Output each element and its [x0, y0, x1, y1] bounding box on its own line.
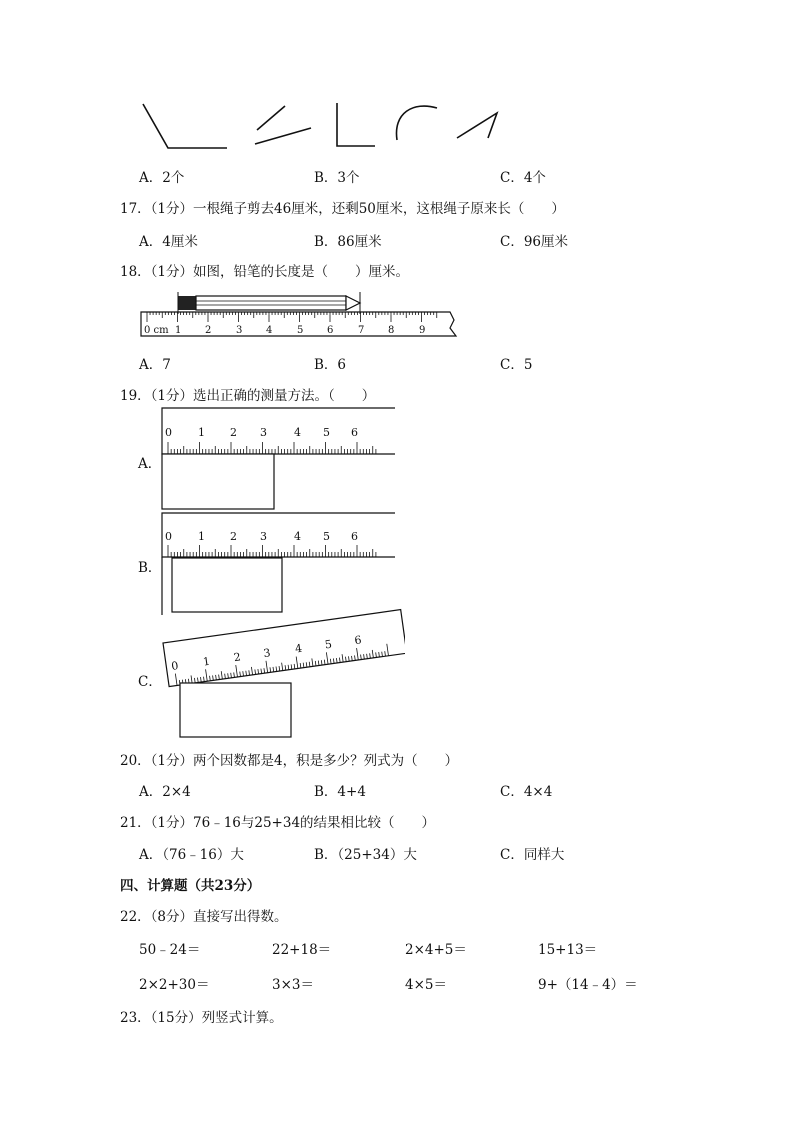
- ruler-b-label-1: 1: [198, 530, 205, 543]
- ruler-c-label-5: 5: [323, 637, 333, 652]
- shape-right-angle: [337, 103, 375, 146]
- ruler-b-label-4: 4: [294, 530, 301, 543]
- q22-item-5: 2×2+30＝: [139, 977, 210, 993]
- ruler-label-1: 1: [175, 325, 182, 336]
- ruler-b-label-0: 0: [165, 530, 172, 543]
- q19-stem: 19．（1分）选出正确的测量方法。（ ）: [120, 388, 376, 404]
- shape-open-lines-1: [257, 106, 285, 130]
- q17-option-a[interactable]: A．4厘米: [139, 234, 198, 250]
- q18-stem: 18．（1分）如图，铅笔的长度是（ ）厘米。: [120, 264, 410, 280]
- q19-measurement-figure: [130, 405, 405, 745]
- ruler-c-label-1: 1: [202, 654, 211, 669]
- ruler-label-9: 9: [419, 325, 426, 336]
- ruler-c-label-4: 4: [294, 641, 303, 656]
- ruler-b-label-3: 3: [260, 530, 267, 543]
- q21-option-b[interactable]: B．（25+34）大: [314, 847, 417, 863]
- ruler-c-label-6: 6: [353, 633, 363, 648]
- q18-option-b[interactable]: B．6: [314, 357, 347, 373]
- pencil: [178, 296, 360, 310]
- q22-item-6: 3×3＝: [272, 977, 314, 993]
- q22-item-2: 22+18＝: [272, 942, 332, 958]
- q17-stem: 17．（1分）一根绳子剪去46厘米，还剩50厘米，这根绳子原来长（ ）: [120, 201, 565, 217]
- ruler-label-4: 4: [266, 325, 273, 336]
- shape-open-lines-2: [255, 128, 311, 144]
- ruler-a-label-3: 3: [260, 426, 267, 439]
- ruler-c-label-3: 3: [262, 646, 272, 661]
- q22-item-7: 4×5＝: [405, 977, 447, 993]
- ruler-b-label-5: 5: [323, 530, 330, 543]
- ruler-label-5: 5: [297, 325, 304, 336]
- q20-stem: 20．（1分）两个因数都是4，积是多少？列式为（ ）: [120, 753, 459, 769]
- ruler-a-label-4: 4: [294, 426, 301, 439]
- q22-item-8: 9+（14﹣4）＝: [538, 977, 638, 993]
- shape-angle-1: [143, 104, 227, 148]
- q19-option-b[interactable]: B．: [138, 560, 162, 576]
- q20-option-c[interactable]: C．4×4: [500, 784, 553, 800]
- ruler-label-2: 2: [205, 325, 212, 336]
- q22-item-4: 15+13＝: [538, 942, 598, 958]
- q16-shapes-figure: [135, 98, 510, 153]
- ruler-b-label-6: 6: [351, 530, 358, 543]
- q19-figure-b: [162, 513, 395, 615]
- q16-option-b[interactable]: B．3个: [314, 170, 360, 186]
- q19-figure-a: [162, 408, 395, 509]
- q18-pencil-ruler-figure: [138, 290, 463, 342]
- q21-option-a[interactable]: A．（76﹣16）大: [139, 847, 244, 863]
- q22-stem: 22．（8分）直接写出得数。: [120, 909, 288, 925]
- q17-option-c[interactable]: C．96厘米: [500, 234, 569, 250]
- ruler-label-6: 6: [327, 325, 334, 336]
- ruler-label-7: 7: [358, 325, 365, 336]
- q18-option-a[interactable]: A．7: [139, 357, 171, 373]
- q22-item-1: 50﹣24＝: [139, 942, 201, 958]
- q19-option-c[interactable]: C．: [138, 674, 162, 690]
- q16-option-a[interactable]: A．2个: [139, 170, 185, 186]
- shape-curve: [396, 106, 437, 140]
- q21-stem: 21．（1分）76﹣16与25+34的结果相比较（ ）: [120, 815, 436, 831]
- ruler-label-8: 8: [388, 325, 395, 336]
- q19-rect-b: [172, 558, 282, 612]
- ruler-b-label-2: 2: [230, 530, 237, 543]
- ruler-label-3: 3: [236, 325, 243, 336]
- ruler-a-label-1: 1: [198, 426, 205, 439]
- ruler-label-0: 0 cm: [144, 325, 169, 336]
- q19-rect-c: [180, 683, 291, 737]
- q17-option-b[interactable]: B．86厘米: [314, 234, 382, 250]
- q19-option-a[interactable]: A．: [138, 456, 162, 472]
- q20-option-a[interactable]: A．2×4: [139, 784, 191, 800]
- ruler-a-label-6: 6: [351, 426, 358, 439]
- q19-figure-c: [163, 610, 405, 737]
- section-4-title: 四、计算题（共23分）: [120, 878, 261, 894]
- q23-stem: 23．（15分）列竖式计算。: [120, 1010, 283, 1026]
- shape-acute-angle: [457, 113, 497, 138]
- q16-option-c[interactable]: C．4个: [500, 170, 546, 186]
- q18-option-c[interactable]: C．5: [500, 357, 533, 373]
- q21-option-c[interactable]: C．同样大: [500, 847, 565, 863]
- q19-rect-a: [162, 454, 274, 509]
- ruler-c-label-0: 0: [170, 659, 180, 674]
- ruler-c-label-2: 2: [232, 650, 242, 665]
- q20-option-b[interactable]: B．4+4: [314, 784, 366, 800]
- ruler-a-label-5: 5: [323, 426, 330, 439]
- q22-item-3: 2×4+5＝: [405, 942, 467, 958]
- ruler-a-label-0: 0: [165, 426, 172, 439]
- ruler-a-label-2: 2: [230, 426, 237, 439]
